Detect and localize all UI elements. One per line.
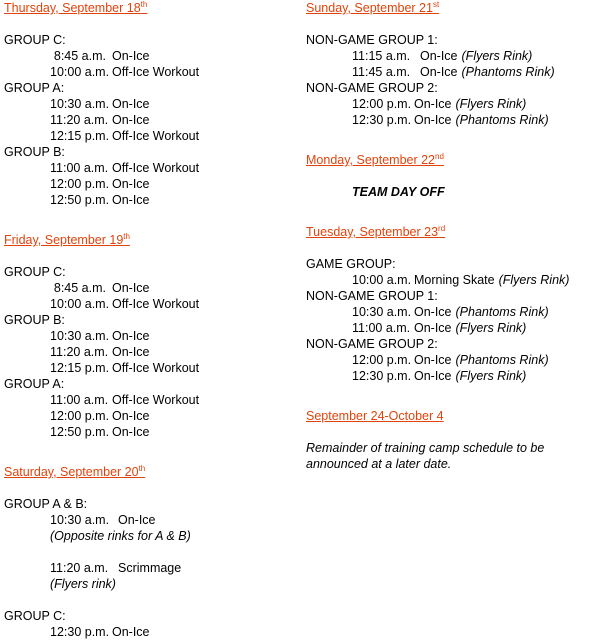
entry-rink: (Flyers Rink) (455, 369, 527, 383)
entry-activity: On-Ice (112, 281, 150, 295)
schedule-entry (306, 64, 600, 80)
day-heading-sunday (306, 0, 600, 16)
spacer (4, 208, 296, 224)
spacer (4, 224, 296, 232)
schedule-entry (306, 48, 600, 64)
entry-rink: (Flyers Rink) (455, 97, 527, 111)
day-block-monday (306, 152, 600, 200)
entry-activity: On-Ice (420, 65, 458, 79)
day-heading-thursday-text: Thursday, September 18 (4, 1, 141, 15)
day-heading-monday-text: Monday, September 22 (306, 153, 436, 167)
entry-activity: On-Ice (118, 513, 156, 527)
day-heading-saturday (4, 464, 296, 480)
spacer (306, 384, 600, 400)
entry-activity: On-Ice (112, 113, 150, 127)
day-heading-saturday-text: Saturday, September 20 (4, 465, 139, 479)
entry-time: 12:50 p.m. (50, 425, 110, 439)
remainder-note (306, 440, 600, 472)
schedule-entry (4, 512, 296, 528)
entry-time: 12:30 p.m. (352, 113, 412, 127)
schedule-entry (4, 64, 296, 80)
spacer (306, 128, 600, 144)
day-block-sunday (306, 0, 600, 128)
schedule-entry (4, 48, 296, 64)
schedule-entry (4, 192, 296, 208)
entry-time: 8:45 a.m. (53, 49, 106, 63)
day-block-friday (4, 232, 296, 440)
schedule-entry (306, 304, 600, 320)
entry-time: 11:00 a.m. (50, 393, 109, 407)
entry-time: 11:20 a.m. (50, 345, 109, 359)
entry-activity: Off-Ice Workout (112, 129, 200, 143)
spacer (4, 16, 296, 32)
schedule-entry (4, 392, 296, 408)
spacer (306, 240, 600, 256)
day-heading-sunday-text: Sunday, September 21 (306, 1, 433, 15)
schedule-entry (4, 160, 296, 176)
schedule-entry (4, 328, 296, 344)
schedule-entry (4, 424, 296, 440)
entry-activity: On-Ice (112, 177, 150, 191)
schedule-entry (4, 360, 296, 376)
entry-activity: On-Ice (112, 409, 150, 423)
entry-time: 11:15 a.m. (352, 49, 411, 63)
entry-time: 10:30 a.m. (50, 329, 110, 343)
entry-rink: (Phantoms Rink) (455, 305, 549, 319)
schedule-entry (306, 320, 600, 336)
day-block-tuesday (306, 224, 600, 384)
entry-time: 11:00 a.m. (352, 321, 411, 335)
schedule-entry (4, 96, 296, 112)
day-heading-friday-text: Friday, September 19 (4, 233, 124, 247)
day-heading-monday (306, 152, 600, 168)
schedule-entry (4, 408, 296, 424)
schedule-entry (306, 272, 600, 288)
day-heading-friday-ordinal: th (123, 231, 130, 241)
entry-time: 11:20 a.m. (50, 561, 109, 575)
entry-time: 12:30 p.m. (352, 369, 412, 383)
entry-time: 12:30 p.m. (50, 625, 110, 639)
spacer (306, 168, 600, 184)
entry-time: 10:30 a.m. (50, 513, 110, 527)
day-heading-remainder (306, 408, 600, 424)
entry-activity: Scrimmage (118, 561, 182, 575)
day-block-thursday (4, 0, 296, 208)
group-label: NON-GAME GROUP 2: (306, 81, 438, 95)
entry-note: (Flyers rink) (50, 577, 116, 591)
entry-note: (Opposite rinks for A & B) (50, 529, 191, 543)
entry-time: 12:00 p.m. (352, 353, 412, 367)
entry-activity: Off-Ice Workout (112, 297, 200, 311)
remainder-line-1: Remainder of training camp schedule to be (306, 441, 545, 455)
group-label: GROUP C: (4, 265, 66, 279)
day-heading-thursday-ordinal: th (140, 0, 148, 9)
entry-time: 11:00 a.m. (50, 161, 109, 175)
entry-activity: On-Ice (414, 369, 452, 383)
entry-activity: On-Ice (112, 49, 150, 63)
schedule-entry (4, 624, 296, 640)
day-heading-monday-ordinal: nd (435, 151, 444, 161)
group-label: GROUP C: (4, 33, 66, 47)
entry-activity: On-Ice (112, 625, 150, 639)
entry-time: 12:00 p.m. (50, 409, 110, 423)
day-heading-tuesday-text: Tuesday, September 23 (306, 225, 439, 239)
day-heading-thursday (4, 0, 296, 16)
schedule-entry (4, 112, 296, 128)
entry-activity: On-Ice (112, 193, 150, 207)
entry-time: 10:00 a.m. (352, 273, 412, 287)
group-label: GAME GROUP: (306, 257, 396, 271)
schedule-entry (306, 368, 600, 384)
group-label: NON-GAME GROUP 2: (306, 337, 438, 351)
spacer (4, 456, 296, 464)
entry-activity: Off-Ice Workout (112, 161, 200, 175)
entry-rink: (Flyers Rink) (455, 321, 527, 335)
group-label: GROUP B: (4, 313, 65, 327)
remainder-line-2: announced at a later date. (306, 457, 452, 471)
entry-activity: Off-Ice Workout (112, 361, 200, 375)
entry-rink: (Phantoms Rink) (455, 113, 549, 127)
group-label: GROUP A & B: (4, 497, 88, 511)
spacer (306, 200, 600, 216)
schedule-entry (4, 176, 296, 192)
schedule-entry (306, 112, 600, 128)
spacer (4, 248, 296, 264)
entry-time: 10:30 a.m. (50, 97, 110, 111)
group-label: GROUP A: (4, 81, 65, 95)
day-heading-friday (4, 232, 296, 248)
entry-time: 10:00 a.m. (50, 297, 110, 311)
entry-activity: On-Ice (414, 97, 452, 111)
schedule-column-left (4, 0, 296, 640)
entry-activity: On-Ice (112, 345, 150, 359)
group-label: GROUP C: (4, 609, 66, 623)
entry-time: 12:00 p.m. (50, 177, 110, 191)
schedule-entry (4, 280, 296, 296)
entry-activity: Off-Ice Workout (112, 65, 200, 79)
entry-activity: Morning Skate (414, 273, 495, 287)
schedule-entry (4, 296, 296, 312)
spacer (4, 440, 296, 456)
schedule-column-right (306, 0, 600, 472)
spacer (306, 16, 600, 32)
group-label: NON-GAME GROUP 1: (306, 289, 438, 303)
entry-activity: On-Ice (420, 49, 458, 63)
group-label: NON-GAME GROUP 1: (306, 33, 438, 47)
group-label: GROUP B: (4, 145, 65, 159)
entry-activity: On-Ice (112, 97, 150, 111)
spacer (306, 216, 600, 224)
day-heading-remainder-text: September 24-October 4 (306, 409, 444, 423)
entry-time: 11:45 a.m. (352, 65, 411, 79)
spacer (306, 144, 600, 152)
entry-rink: (Phantoms Rink) (455, 353, 549, 367)
entry-time: 10:30 a.m. (352, 305, 412, 319)
entry-rink: (Flyers Rink) (461, 49, 533, 63)
spacer (306, 424, 600, 440)
entry-activity: Off-Ice Workout (112, 393, 200, 407)
team-day-off-label: TEAM DAY OFF (352, 185, 445, 199)
entry-rink: (Phantoms Rink) (461, 65, 555, 79)
schedule-entry (306, 352, 600, 368)
entry-time: 12:15 p.m. (50, 129, 110, 143)
schedule-entry (306, 96, 600, 112)
schedule-entry (4, 128, 296, 144)
schedule-entry (4, 344, 296, 360)
entry-time: 12:15 p.m. (50, 361, 110, 375)
day-block-remainder (306, 408, 600, 472)
entry-activity: On-Ice (112, 329, 150, 343)
day-block-saturday (4, 464, 296, 640)
group-label: GROUP A: (4, 377, 65, 391)
entry-activity: On-Ice (112, 425, 150, 439)
day-heading-tuesday (306, 224, 600, 240)
entry-time: 11:20 a.m. (50, 113, 109, 127)
entry-rink: (Flyers Rink) (498, 273, 570, 287)
entry-time: 10:00 a.m. (50, 65, 110, 79)
day-heading-tuesday-ordinal: rd (438, 223, 446, 233)
entry-activity: On-Ice (414, 113, 452, 127)
entry-time: 12:00 p.m. (352, 97, 412, 111)
spacer (4, 544, 296, 560)
entry-activity: On-Ice (414, 353, 452, 367)
entry-activity: On-Ice (414, 305, 452, 319)
spacer (4, 480, 296, 496)
entry-time: 12:50 p.m. (50, 193, 110, 207)
spacer (4, 592, 296, 608)
day-heading-sunday-ordinal: st (432, 0, 440, 9)
day-heading-saturday-ordinal: th (138, 463, 146, 473)
entry-time: 8:45 a.m. (53, 281, 106, 295)
entry-activity: On-Ice (414, 321, 452, 335)
spacer (306, 400, 600, 408)
schedule-entry (4, 560, 296, 576)
